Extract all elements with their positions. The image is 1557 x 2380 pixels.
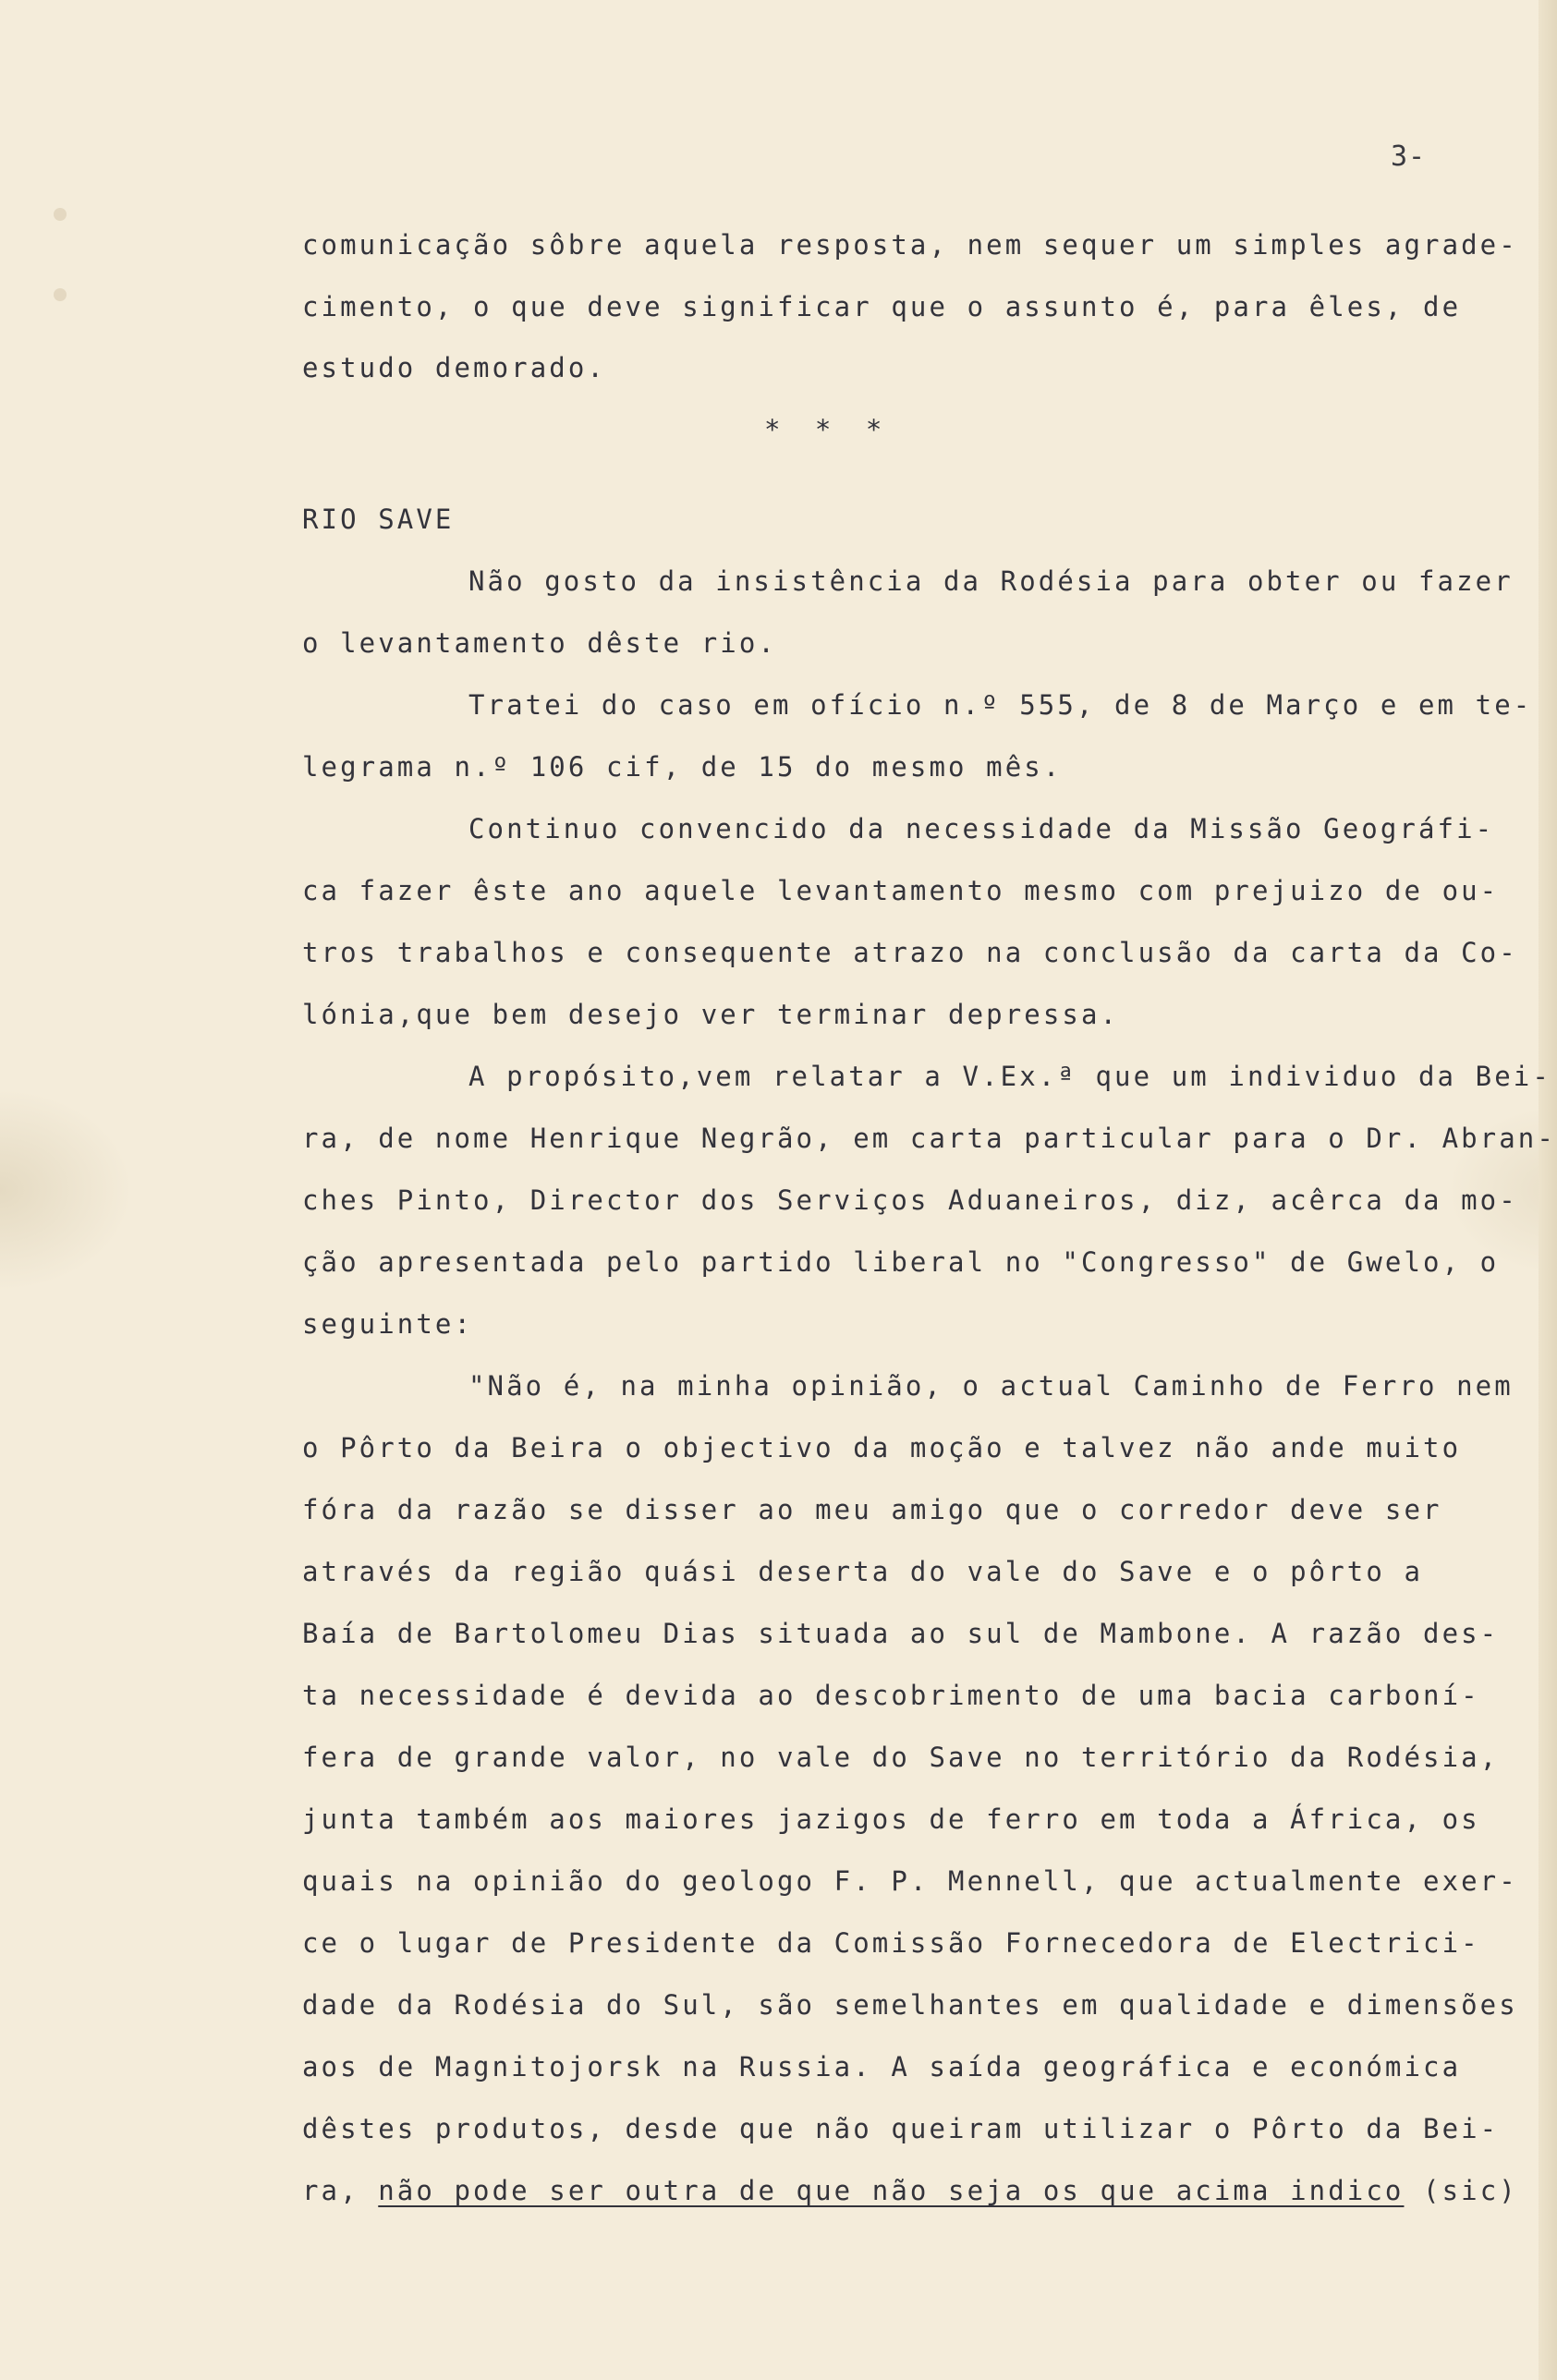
- quote-line: Baía de Bartolomeu Dias situada ao sul de Mambone. A razão des-: [302, 1618, 1500, 1649]
- quote-line: junta também aos maiores jazigos de ferro em toda a África, os: [302, 1803, 1480, 1835]
- quote-line: [302, 2175, 1518, 2206]
- quote-line: "Não é, na minha opinião, o actual Caminho de Ferro nem: [468, 1370, 1514, 1402]
- text-line: comunicação sôbre aquela resposta, nem sequer um simples agrade-: [302, 229, 1518, 261]
- text-line: ches Pinto, Director dos Serviços Aduaneiros, diz, acêrca da mo-: [302, 1184, 1518, 1216]
- quote-line: ta necessidade é devida ao descobrimento de uma bacia carboní-: [302, 1680, 1480, 1711]
- text-line: seguinte:: [302, 1308, 474, 1340]
- section-heading: RIO SAVE: [302, 504, 455, 535]
- text-line: lónia,que bem desejo ver terminar depressa.: [302, 999, 1120, 1030]
- page-number: 3-: [1391, 140, 1427, 173]
- text-line: legrama n.º 106 cif, de 15 do mesmo mês.: [302, 751, 1063, 783]
- page-edge: [1539, 0, 1557, 2380]
- text-line: ra, de nome Henrique Negrão, em carta particular para o Dr. Abran-: [302, 1123, 1556, 1154]
- text-line: o levantamento dêste rio.: [302, 627, 777, 659]
- quote-line: o Pôrto da Beira o objectivo da moção e talvez não ande muito: [302, 1432, 1462, 1463]
- text-line: Continuo convencido da necessidade da Missão Geográfi-: [468, 813, 1495, 844]
- punch-mark: [54, 208, 67, 221]
- quote-line: fera de grande valor, no vale do Save no território da Rodésia,: [302, 1742, 1500, 1773]
- text-line: ca fazer êste ano aquele levantamento mesmo com prejuizo de ou-: [302, 875, 1500, 906]
- underlined-phrase: não pode ser outra de que não seja os que acima indico: [378, 2175, 1405, 2206]
- quote-line: dade da Rodésia do Sul, são semelhantes em qualidade e dimensões: [302, 1989, 1518, 2021]
- quote-line: através da região quási deserta do vale do Save e o pôrto a: [302, 1556, 1424, 1587]
- quote-line: aos de Magnitojorsk na Russia. A saída geográfica e económica: [302, 2051, 1462, 2082]
- text-line: A propósito,vem relatar a V.Ex.ª que um individuo da Bei-: [468, 1061, 1551, 1092]
- text-line: cimento, o que deve significar que o assunto é, para êles, de: [302, 291, 1462, 322]
- text-line: estudo demorado.: [302, 352, 606, 383]
- sic-note: (sic): [1423, 2175, 1518, 2206]
- quote-line: quais na opinião do geologo F. P. Mennell, que actualmente exer-: [302, 1865, 1518, 1897]
- quote-line: dêstes produtos, desde que não queiram utilizar o Pôrto da Bei-: [302, 2113, 1500, 2144]
- section-separator: * * *: [764, 414, 892, 445]
- text-line: Tratei do caso em ofício n.º 555, de 8 de Março e em te-: [468, 689, 1533, 721]
- quote-line: ce o lugar de Presidente da Comissão Fornecedora de Electrici-: [302, 1927, 1480, 1959]
- text-line: ção apresentada pelo partido liberal no "Congresso" de Gwelo, o: [302, 1246, 1500, 1278]
- text-line: Não gosto da insistência da Rodésia para obter ou fazer: [468, 565, 1514, 597]
- quote-line: fóra da razão se disser ao meu amigo que o corredor deve ser: [302, 1494, 1442, 1525]
- text-line: tros trabalhos e consequente atrazo na conclusão da carta da Co-: [302, 937, 1518, 968]
- punch-mark: [54, 288, 67, 301]
- quote-line-start: ra,: [302, 2175, 359, 2206]
